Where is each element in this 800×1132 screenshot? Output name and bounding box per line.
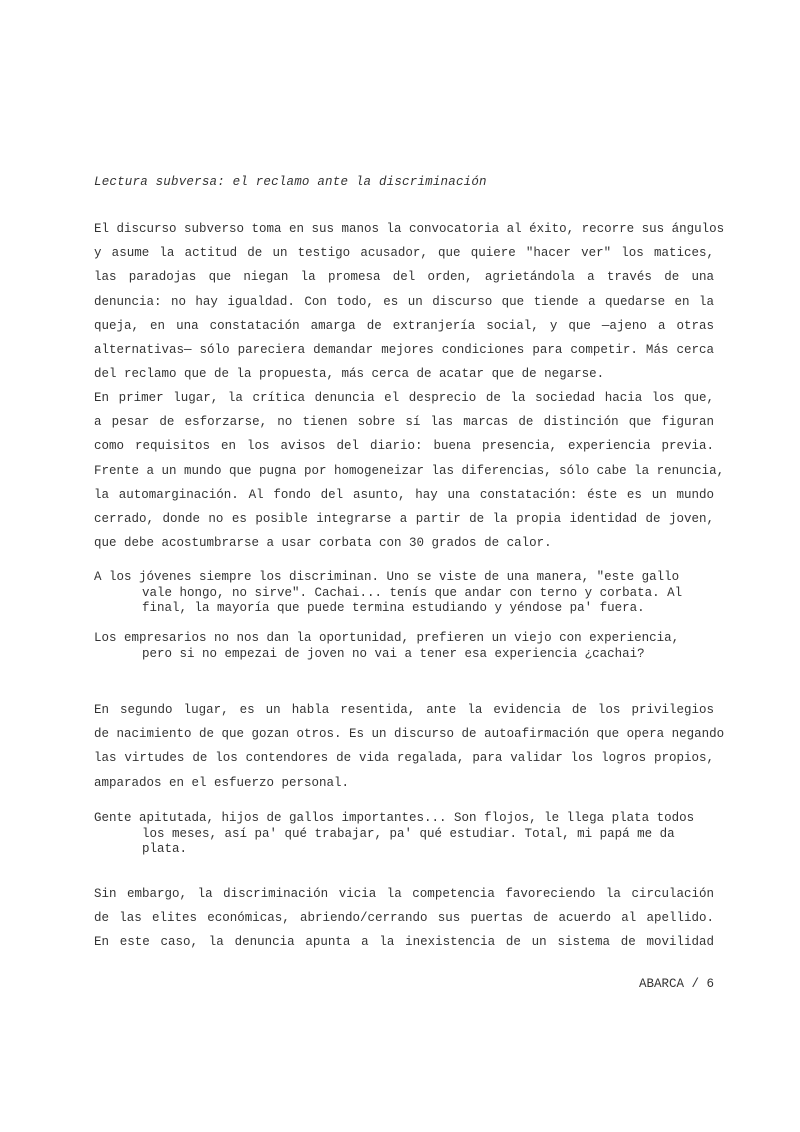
quote-2 — [94, 631, 714, 662]
paragraph-line: como requisitos en los avisos del diario: buena presencia, experiencia previa. — [94, 439, 714, 454]
document-page — [94, 0, 725, 1132]
quote-line: los meses, así pa' qué trabajar, pa' qué estudiar. Total, mi papá me da — [142, 826, 675, 841]
paragraph-line: a pesar de esforzarse, no tienen sobre sí las marcas de distinción que figuran — [94, 415, 714, 430]
paragraph-line: y asume la actitud de un testigo acusador, que quiere "hacer ver" los matices, — [94, 246, 714, 261]
paragraph-line: amparados en el esfuerzo personal. — [94, 775, 350, 790]
paragraph-4 — [94, 882, 714, 955]
quote-line: A los jóvenes siempre los discriminan. Uno se viste de una manera, "este gallo — [94, 570, 680, 584]
paragraph-line: del reclamo que de la propuesta, más cerca de acatar que de negarse. — [94, 367, 605, 382]
quote-line: pero si no empezai de joven no vai a tener esa experiencia ¿cachai? — [142, 646, 645, 661]
quote-1 — [94, 570, 714, 617]
paragraph-line: El discurso subverso toma en sus manos la convocatoria al éxito, recorre sus ángulos — [94, 222, 725, 236]
paragraph-line: cerrado, donde no es posible integrarse a partir de la propia identidad de joven, — [94, 512, 714, 527]
section-title: Lectura subversa: el reclamo ante la discriminación — [94, 175, 487, 189]
paragraph-line: En este caso, la denuncia apunta a la inexistencia de un sistema de movilidad — [94, 935, 714, 950]
paragraph-line: En primer lugar, la crítica denuncia el desprecio de la sociedad hacia los que, — [94, 391, 714, 405]
paragraph-line: de las elites económicas, abriendo/cerrando sus puertas de acuerdo al apellido. — [94, 911, 714, 926]
quote-line: plata. — [142, 842, 188, 856]
quote-line: vale hongo, no sirve". Cachai... tenís que andar con terno y corbata. Al — [142, 585, 683, 600]
paragraph-line: alternativas— sólo pareciera demandar mejores condiciones para competir. Más cerca — [94, 343, 714, 358]
paragraph-line: las virtudes de los contendores de vida regalada, para validar los logros propios, — [94, 751, 714, 766]
paragraph-2 — [94, 386, 725, 555]
quote-3 — [94, 811, 714, 858]
quote-line: Gente apitutada, hijos de gallos importantes... Son flojos, le llega plata todos — [94, 811, 695, 825]
page-footer-running-head: ABARCA / 6 — [638, 977, 714, 991]
paragraph-line: Sin embargo, la discriminación vicia la competencia favoreciendo la circulación — [94, 887, 714, 901]
paragraph-line: queja, en una constatación amarga de extranjería social, y que —ajeno a otras — [94, 318, 714, 333]
paragraph-line: la automarginación. Al fondo del asunto, hay una constatación: éste es un mundo — [94, 487, 714, 502]
paragraph-1 — [94, 217, 725, 386]
paragraph-line: las paradojas que niegan la promesa del orden, agrietándola a través de una — [94, 270, 714, 285]
paragraph-line: denuncia: no hay igualdad. Con todo, es un discurso que tiende a quedarse en la — [94, 294, 714, 309]
paragraph-line: En segundo lugar, es un habla resentida, ante la evidencia de los privilegios — [94, 703, 714, 717]
paragraph-3 — [94, 698, 725, 795]
paragraph-line: que debe acostumbrarse a usar corbata con 30 grados de calor. — [94, 536, 552, 551]
quote-line: Los empresarios no nos dan la oportunidad, prefieren un viejo con experiencia, — [94, 631, 680, 645]
paragraph-line: de nacimiento de que gozan otros. Es un discurso de autoafirmación que opera negando — [94, 727, 725, 742]
quote-line: final, la mayoría que puede termina estudiando y yéndose pa' fuera. — [142, 601, 645, 615]
paragraph-line: Frente a un mundo que pugna por homogeneizar las diferencias, sólo cabe la renuncia, — [94, 463, 725, 478]
